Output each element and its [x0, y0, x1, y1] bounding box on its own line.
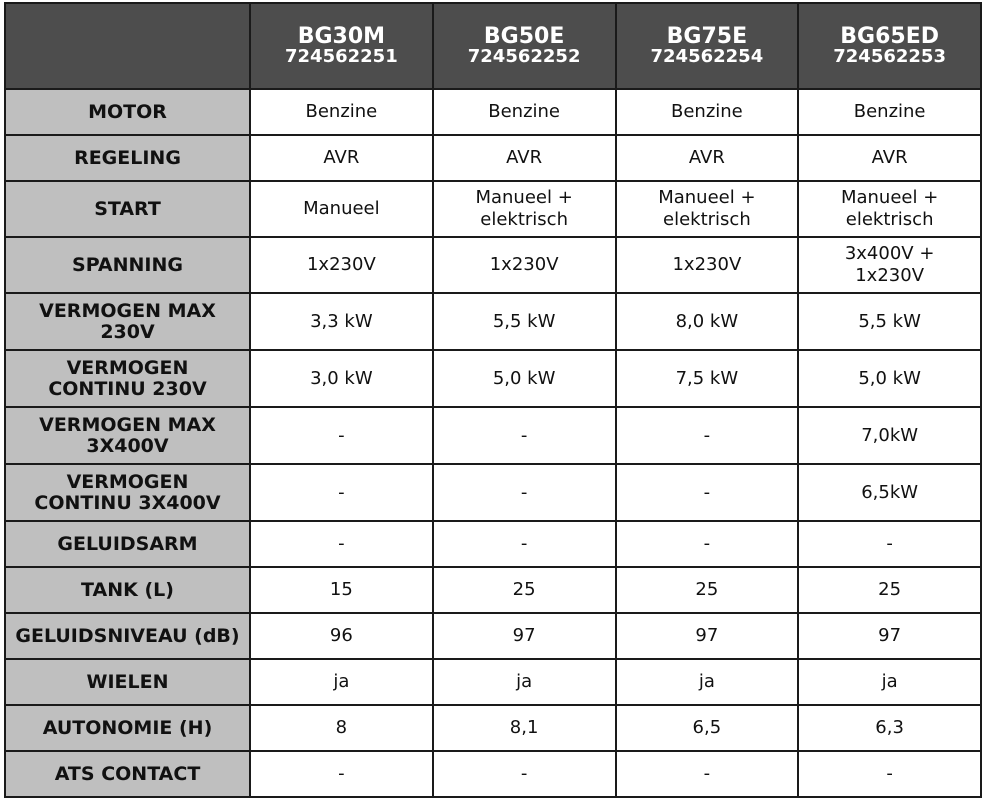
- table-cell: ja: [250, 659, 433, 705]
- row-label: GELUIDSNIVEAU (dB): [5, 613, 250, 659]
- table-cell: Manueel + elektrisch: [433, 181, 616, 237]
- table-cell: 25: [433, 567, 616, 613]
- table-cell: -: [250, 521, 433, 567]
- spec-body: [5, 89, 981, 797]
- table-cell: 8: [250, 705, 433, 751]
- table-cell: ja: [798, 659, 981, 705]
- table-row: [5, 293, 981, 350]
- row-label: MOTOR: [5, 89, 250, 135]
- model-code: 724562252: [467, 46, 581, 68]
- table-cell: -: [250, 464, 433, 521]
- row-label: START: [5, 181, 250, 237]
- table-row: [5, 521, 981, 567]
- table-cell: 96: [250, 613, 433, 659]
- table-cell: -: [250, 751, 433, 797]
- table-cell: AVR: [433, 135, 616, 181]
- table-row: [5, 659, 981, 705]
- table-cell: 6,5: [616, 705, 799, 751]
- model-code: 724562253: [833, 46, 946, 68]
- row-label: TANK (L): [5, 567, 250, 613]
- table-cell: -: [798, 751, 981, 797]
- table-cell: AVR: [250, 135, 433, 181]
- table-cell: 1x230V: [433, 237, 616, 293]
- table-row: [5, 613, 981, 659]
- model-header-bg30m: [250, 3, 433, 89]
- row-label: WIELEN: [5, 659, 250, 705]
- table-cell: -: [616, 464, 799, 521]
- table-cell: 25: [798, 567, 981, 613]
- table-cell: 6,3: [798, 705, 981, 751]
- row-label: AUTONOMIE (H): [5, 705, 250, 751]
- header-corner: [5, 3, 250, 89]
- table-cell: 25: [616, 567, 799, 613]
- row-label: REGELING: [5, 135, 250, 181]
- table-cell: AVR: [798, 135, 981, 181]
- table-cell: 7,5 kW: [616, 350, 799, 407]
- table-cell: 6,5kW: [798, 464, 981, 521]
- table-cell: 15: [250, 567, 433, 613]
- table-cell: -: [433, 407, 616, 464]
- row-label: VERMOGEN CONTINU 230V: [5, 350, 250, 407]
- table-cell: ja: [616, 659, 799, 705]
- row-label: VERMOGEN MAX 230V: [5, 293, 250, 350]
- table-cell: 7,0kW: [798, 407, 981, 464]
- table-cell: Manueel + elektrisch: [616, 181, 799, 237]
- table-cell: 5,5 kW: [798, 293, 981, 350]
- table-cell: 97: [798, 613, 981, 659]
- row-label: ATS CONTACT: [5, 751, 250, 797]
- table-cell: 5,0 kW: [433, 350, 616, 407]
- table-cell: -: [798, 521, 981, 567]
- table-row: [5, 350, 981, 407]
- table-cell: 8,0 kW: [616, 293, 799, 350]
- table-cell: Manueel: [250, 181, 433, 237]
- table-row: [5, 464, 981, 521]
- table-cell: Manueel + elektrisch: [798, 181, 981, 237]
- model-name: BG75E: [666, 24, 748, 49]
- model-name: BG65ED: [840, 24, 939, 49]
- table-cell: -: [616, 407, 799, 464]
- table-cell: 5,0 kW: [798, 350, 981, 407]
- table-cell: -: [250, 407, 433, 464]
- header-row: [5, 3, 981, 89]
- table-row: [5, 567, 981, 613]
- table-cell: Benzine: [433, 89, 616, 135]
- table-cell: 3,0 kW: [250, 350, 433, 407]
- table-cell: -: [616, 521, 799, 567]
- model-code: 724562254: [650, 46, 764, 68]
- table-row: [5, 705, 981, 751]
- table-cell: 3x400V + 1x230V: [798, 237, 981, 293]
- table-cell: AVR: [616, 135, 799, 181]
- table-cell: 5,5 kW: [433, 293, 616, 350]
- table-cell: -: [433, 751, 616, 797]
- table-cell: 8,1: [433, 705, 616, 751]
- table-cell: Benzine: [250, 89, 433, 135]
- row-label: SPANNING: [5, 237, 250, 293]
- table-row: [5, 237, 981, 293]
- table-cell: ja: [433, 659, 616, 705]
- model-header-bg75e: [616, 3, 799, 89]
- table-cell: 97: [616, 613, 799, 659]
- table-cell: 97: [433, 613, 616, 659]
- model-code: 724562251: [285, 46, 398, 68]
- table-row: [5, 89, 981, 135]
- table-row: [5, 181, 981, 237]
- row-label: GELUIDSARM: [5, 521, 250, 567]
- table-row: [5, 751, 981, 797]
- model-header-bg65ed: [798, 3, 981, 89]
- table-cell: Benzine: [798, 89, 981, 135]
- spec-table: [4, 2, 982, 798]
- table-cell: -: [433, 521, 616, 567]
- table-cell: -: [433, 464, 616, 521]
- row-label: VERMOGEN CONTINU 3X400V: [5, 464, 250, 521]
- table-cell: Benzine: [616, 89, 799, 135]
- table-cell: 1x230V: [250, 237, 433, 293]
- row-label: VERMOGEN MAX 3X400V: [5, 407, 250, 464]
- table-cell: -: [616, 751, 799, 797]
- table-row: [5, 407, 981, 464]
- table-row: [5, 135, 981, 181]
- model-name: BG50E: [483, 24, 565, 49]
- model-header-bg50e: [433, 3, 616, 89]
- model-name: BG30M: [297, 24, 386, 49]
- table-cell: 1x230V: [616, 237, 799, 293]
- table-cell: 3,3 kW: [250, 293, 433, 350]
